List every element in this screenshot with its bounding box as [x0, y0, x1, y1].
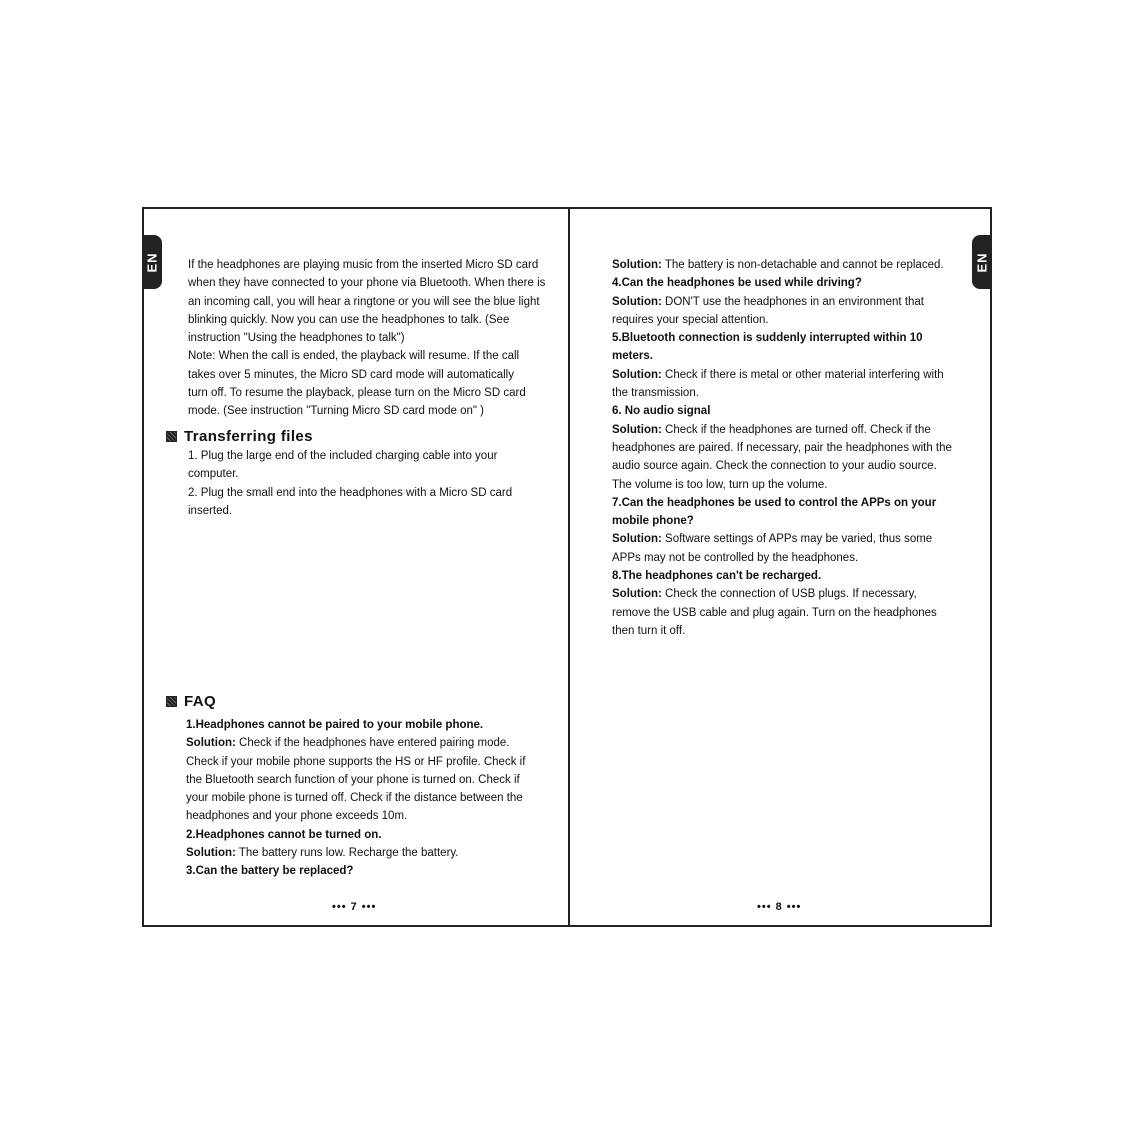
intro-line: Note: When the call is ended, the playback will resume. If the call — [188, 350, 520, 363]
page-left — [144, 209, 568, 925]
faq-question: 1.Headphones cannot be paired to your mobile phone. — [186, 719, 484, 731]
faq-answer-text: Check if the headphones have entered pairing mode. — [235, 737, 510, 750]
faq-answer-line: the Bluetooth search function of your phone is turned on. Check if — [186, 773, 520, 786]
intro-line: takes over 5 minutes, the Micro SD card mode will automatically — [188, 368, 514, 381]
faq-answer-line: headphones are paired. If necessary, pair the headphones with the — [612, 441, 952, 454]
faq-answer-line: then turn it off. — [612, 624, 686, 637]
language-tab-en — [142, 235, 162, 289]
faq-right — [612, 256, 974, 640]
faq-answer-line — [612, 366, 974, 384]
transfer-line: 2. Plug the small end into the headphones with a Micro SD card — [188, 486, 513, 499]
solution-label: Solution: — [612, 423, 662, 436]
manual-spread — [142, 207, 992, 927]
faq-answer-line: the transmission. — [612, 387, 699, 400]
faq-answer-line — [612, 530, 974, 548]
faq-answer-text: The battery is non-detachable and cannot be replaced. — [661, 259, 944, 271]
solution-label: Solution: — [186, 737, 236, 750]
faq-heading — [166, 693, 216, 710]
faq-answer-line — [612, 585, 974, 603]
intro-line: mode. (See instruction "Turning Micro SD card mode on" ) — [188, 405, 484, 418]
faq-question: 2.Headphones cannot be turned on. — [186, 828, 382, 841]
faq-answer-line: remove the USB cable and plug again. Turn on the headphones — [612, 606, 937, 619]
section-square-icon — [166, 696, 177, 707]
transfer-heading — [166, 428, 313, 445]
faq-answer-line: your mobile phone is turned off. Check if the distance between the — [186, 792, 523, 805]
solution-label: Solution: — [612, 533, 662, 546]
faq-answer-line: requires your special attention. — [612, 313, 769, 326]
faq-question: mobile phone? — [612, 515, 694, 528]
intro-line: instruction "Using the headphones to talk") — [188, 332, 405, 345]
intro-line: If the headphones are playing music from the inserted Micro SD card — [188, 259, 539, 271]
faq-answer-text: Check if there is metal or other material interfering with — [661, 368, 944, 381]
intro-line: blinking quickly. Now you can use the headphones to talk. (See — [188, 313, 510, 326]
faq-answer-line — [612, 421, 974, 439]
transfer-line: inserted. — [188, 504, 233, 517]
faq-answer-text: Software settings of APPs may be varied, thus some — [661, 533, 933, 546]
language-tab-label: EN — [144, 251, 160, 273]
faq-question: 7.Can the headphones be used to control the APPs on your — [612, 496, 937, 509]
faq-answer-text: Check if the headphones are turned off. Check if the — [661, 423, 931, 436]
transfer-heading-text: Transferring files — [184, 428, 313, 445]
faq-question: 5.Bluetooth connection is suddenly interrupted within 10 — [612, 332, 923, 345]
solution-label: Solution: — [186, 847, 236, 860]
faq-answer-line: APPs may not be controlled by the headphones. — [612, 551, 859, 564]
intro-text — [188, 256, 558, 421]
language-tab-en — [972, 235, 992, 289]
faq-answer-line — [612, 256, 974, 274]
faq-question: 4.Can the headphones be used while driving? — [612, 277, 862, 290]
faq-answer-line: audio source again. Check the connection to your audio source. — [612, 460, 937, 473]
solution-label: Solution: — [612, 368, 662, 381]
faq-answer-line — [612, 293, 974, 311]
transfer-steps — [188, 447, 558, 520]
page-right — [570, 209, 990, 925]
solution-label: Solution: — [612, 259, 662, 271]
section-square-icon — [166, 431, 177, 442]
solution-label: Solution: — [612, 588, 662, 601]
transfer-line: computer. — [188, 468, 239, 481]
transfer-line: 1. Plug the large end of the included charging cable into your — [188, 450, 498, 462]
intro-line: an incoming call, you will hear a ringtone or you will see the blue light — [188, 295, 540, 308]
faq-question: meters. — [612, 350, 653, 363]
faq-left — [186, 716, 562, 881]
page-number-right: ••• 8 ••• — [757, 901, 802, 913]
faq-answer-line: headphones and your phone exceeds 10m. — [186, 810, 408, 823]
faq-answer-line — [186, 844, 562, 862]
faq-answer-text: DON'T use the headphones in an environment that — [661, 295, 925, 308]
intro-line: when they have connected to your phone via Bluetooth. When there is — [188, 277, 546, 290]
faq-heading-text: FAQ — [184, 693, 217, 710]
faq-answer-line — [186, 734, 562, 752]
faq-answer-text: Check the connection of USB plugs. If necessary, — [661, 588, 917, 601]
page-number-left: ••• 7 ••• — [332, 901, 377, 913]
intro-line: turn off. To resume the playback, please turn on the Micro SD card — [188, 387, 526, 400]
faq-question: 3.Can the battery be replaced? — [186, 865, 354, 878]
faq-question: 8.The headphones can't be recharged. — [612, 570, 822, 583]
solution-label: Solution: — [612, 295, 662, 308]
faq-answer-line: The volume is too low, turn up the volume. — [612, 478, 828, 491]
faq-answer-text: The battery runs low. Recharge the battery. — [235, 847, 459, 860]
faq-question: 6. No audio signal — [612, 405, 711, 418]
language-tab-label: EN — [974, 251, 990, 273]
faq-answer-line: Check if your mobile phone supports the HS or HF profile. Check if — [186, 755, 526, 768]
